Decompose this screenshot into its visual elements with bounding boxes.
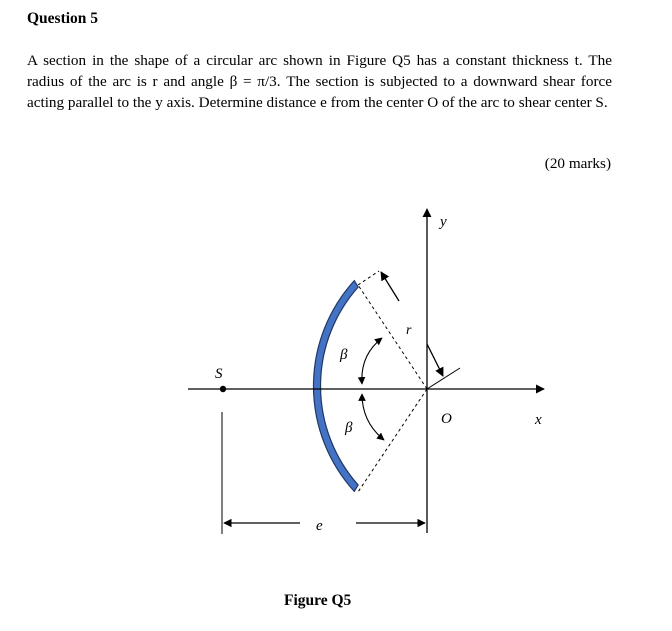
radial-line-lower xyxy=(358,389,427,492)
radius-label: r xyxy=(406,323,412,338)
x-axis-label: x xyxy=(535,412,542,428)
y-axis-label: y xyxy=(440,214,447,230)
beta-upper-label: β xyxy=(340,347,348,363)
origin-label: O xyxy=(441,411,452,427)
question-heading: Question 5 xyxy=(27,10,99,27)
marks-label: (20 marks) xyxy=(544,155,611,172)
beta-lower-label: β xyxy=(345,420,353,436)
radial-line-upper xyxy=(358,285,427,389)
radius-arrow-inner xyxy=(427,344,443,376)
beta-arc-upper xyxy=(362,338,382,384)
shear-center-label: S xyxy=(215,366,223,382)
arc-section xyxy=(313,281,358,492)
radius-arrow-outer xyxy=(381,272,399,301)
radius-tick xyxy=(427,368,460,389)
beta-arc-lower xyxy=(362,394,384,440)
figure-caption: Figure Q5 xyxy=(284,592,352,609)
question-paragraph: A section in the shape of a circular arc shown in Figure Q5 has a constant thickness t. The radius of the arc is r and angle β = π/3. The section is subjected to a downward shear force acting parallel to the y axis. Determine distance e from the center O of the arc to shear center S. xyxy=(27,52,612,111)
radial-extension xyxy=(358,271,379,285)
distance-e-label: e xyxy=(316,518,323,534)
shear-center-point xyxy=(220,386,226,392)
